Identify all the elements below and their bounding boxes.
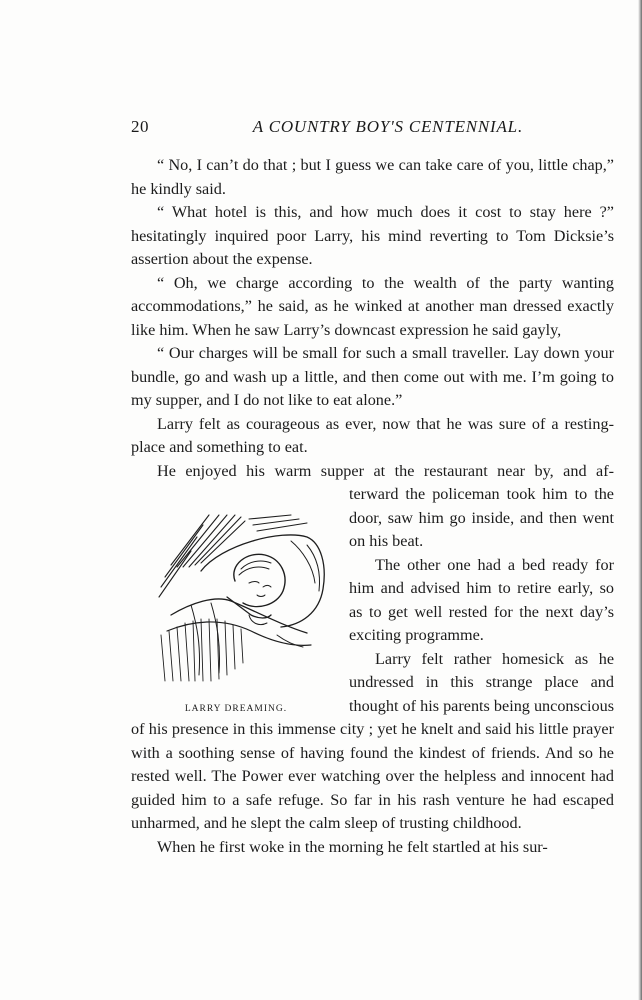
paragraph-7: The other one had a bed ready for him and advised him to retire early, so as to get well rested for the next day’s exciting programme. — [349, 555, 614, 644]
page-number: 20 — [131, 117, 149, 136]
paragraph-6-first-line: He enjoyed his warm supper at the restaurant near by, and af- — [157, 461, 614, 480]
sleeping-boy-illustration-icon — [131, 485, 341, 695]
paragraph-8: Larry felt rather homesick as he undressed in this strange place and thought of his parents being unconscious of his presence in this immense city ; yet he knelt and said his little prayer with a soothing sense of having found the kindest of friends. And so he rested well. The Power ever watching over the helpless and innocent had guided him to a safe refuge. So far in his rash venture he had escaped unharmed, and he slept the calm sleep of trusting childhood. — [131, 649, 614, 832]
paragraph-4: “ Our charges will be small for such a small traveller. Lay down your bundle, go and wash up a little, and then come out with me. I’m going to my supper, and I do not like to eat alone.” — [131, 344, 614, 409]
body-text — [131, 154, 614, 859]
page-edge-shadow — [638, 0, 642, 1000]
illustrated-section — [131, 460, 614, 860]
paragraph-5: Larry felt as courageous as ever, now that he was sure of a resting-place and something to eat. — [131, 414, 614, 456]
running-title: A COUNTRY BOY'S CENTENNIAL. — [252, 117, 523, 136]
paragraph-9: When he first woke in the morning he felt startled at his sur- — [157, 837, 548, 856]
paragraph-1: “ No, I can’t do that ; but I guess we can take care of you, little chap,” he kindly said. — [131, 156, 614, 198]
paragraph-3: “ Oh, we charge according to the wealth of the party wanting accommodations,” he said, as he winked at another man dressed exactly like him. When he saw Larry’s downcast expression he said gayly, — [131, 273, 614, 339]
page-header — [131, 117, 523, 141]
paragraph-6-continued: terward the policeman took him to the door, saw him go inside, and then went on his beat. — [349, 485, 614, 550]
figure-caption: LARRY DREAMING. — [184, 704, 288, 714]
illustration-figure — [131, 485, 341, 713]
paragraph-2: “ What hotel is this, and how much does it cost to stay here ?” hesitatingly inquired poor Larry, his mind reverting to Tom Dicksie’s assertion about the expense. — [131, 203, 614, 268]
